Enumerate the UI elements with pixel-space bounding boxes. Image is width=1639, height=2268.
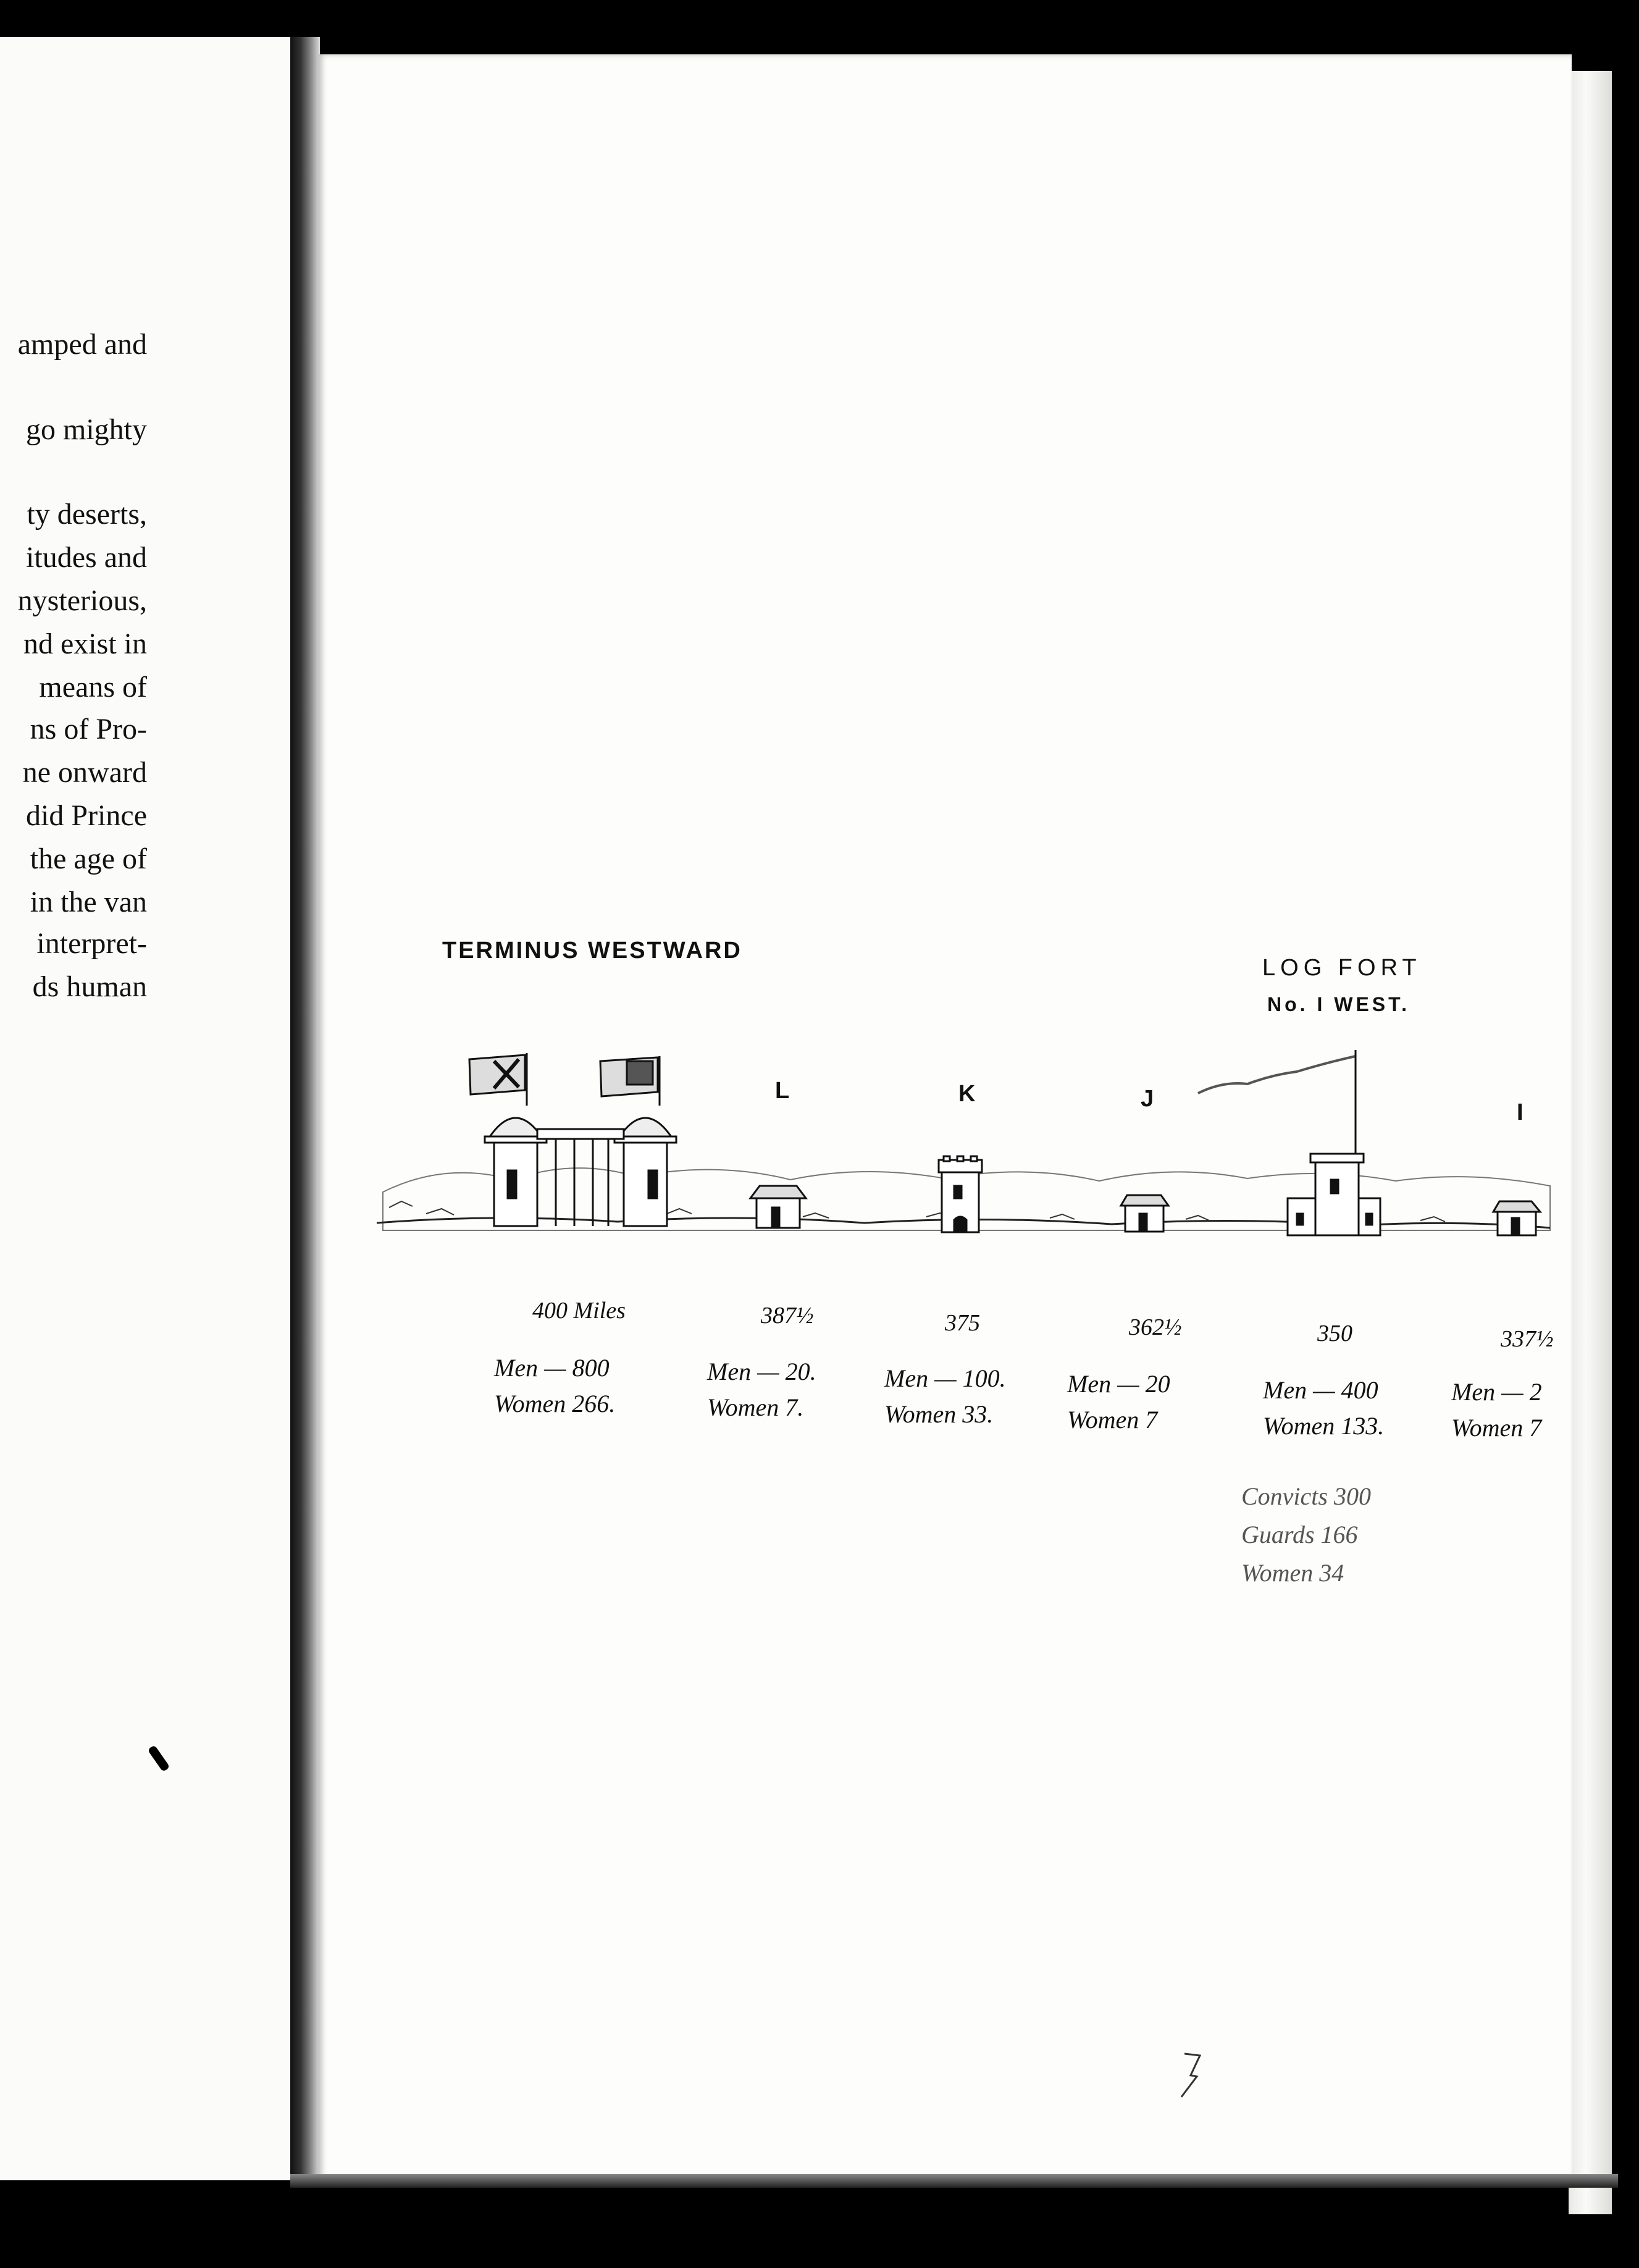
text-line: nd exist in <box>23 628 147 660</box>
left-page <box>0 37 318 2180</box>
guards-count: Guards 166 <box>1241 1521 1358 1548</box>
women-count: Women 7 <box>1067 1406 1158 1434</box>
log-fort-subheading: No. I WEST. <box>1267 993 1410 1015</box>
book-gutter <box>290 37 320 2186</box>
men-count: Men — 2 <box>1451 1378 1542 1406</box>
men-count: Men — 20. <box>707 1358 816 1385</box>
text-line: did Prince <box>26 799 147 832</box>
text-line: ne onward <box>22 756 147 789</box>
text-line: itudes and <box>26 541 147 574</box>
station-miles: 337½ <box>1501 1326 1554 1352</box>
page-edge <box>1569 71 1612 2214</box>
text-line: ds human <box>32 970 147 1003</box>
station-j-house <box>1121 1195 1168 1232</box>
station-miles: 387½ <box>761 1303 814 1329</box>
station-miles: 350 <box>1317 1321 1352 1346</box>
convicts-count: Convicts 300 <box>1241 1482 1371 1510</box>
station-letter-j: J <box>1141 1086 1154 1112</box>
station-letter-i: I <box>1517 1099 1524 1125</box>
women-count: Women 7. <box>707 1393 804 1421</box>
text-line: interpret- <box>36 927 147 960</box>
station-population <box>1451 1374 1550 1446</box>
women-count: Women 7 <box>1451 1414 1542 1442</box>
fort-panorama-illustration <box>371 1038 1556 1260</box>
station-letter-k: K <box>958 1081 976 1107</box>
text-line: amped and <box>17 328 147 361</box>
station-miles: 400 Miles <box>532 1298 626 1324</box>
women-count: Women 34 <box>1241 1559 1344 1587</box>
station-population <box>494 1350 615 1422</box>
terminus-westward-heading: TERMINUS WESTWARD <box>442 938 742 964</box>
text-line: nysterious, <box>17 584 147 617</box>
men-count: Men — 400 <box>1263 1376 1378 1404</box>
station-l-house <box>750 1186 806 1228</box>
station-letter-l: L <box>775 1078 790 1104</box>
text-line: ty deserts, <box>27 498 147 531</box>
text-line: means of <box>39 671 147 704</box>
text-line: the age of <box>30 842 147 875</box>
women-count: Women 33. <box>884 1400 994 1428</box>
station-population <box>707 1354 816 1426</box>
men-count: Men — 100. <box>884 1364 1006 1392</box>
log-fort-convict-counts <box>1241 1477 1371 1592</box>
bottom-page-edge <box>290 2174 1618 2188</box>
ink-mark <box>148 1745 170 1772</box>
women-count: Women 266. <box>494 1390 616 1418</box>
text-line: ns of Pro- <box>30 713 147 746</box>
text-line: in the van <box>30 886 147 918</box>
terminus-fort <box>469 1053 676 1226</box>
men-count: Men — 800 <box>494 1354 610 1382</box>
station-i-house <box>1493 1201 1540 1235</box>
log-fort-heading: LOG FORT <box>1262 955 1422 981</box>
pencil-mark <box>1172 2051 1209 2100</box>
text-line: go mighty <box>25 413 147 446</box>
station-population <box>1263 1372 1384 1444</box>
station-miles: 362½ <box>1129 1314 1182 1340</box>
women-count: Women 133. <box>1263 1412 1385 1440</box>
log-fort-tower <box>1198 1050 1380 1235</box>
station-population <box>884 1361 1006 1432</box>
station-k-tower <box>939 1156 982 1232</box>
men-count: Men — 20 <box>1067 1370 1170 1398</box>
station-population <box>1067 1366 1170 1438</box>
station-miles: 375 <box>945 1310 980 1336</box>
